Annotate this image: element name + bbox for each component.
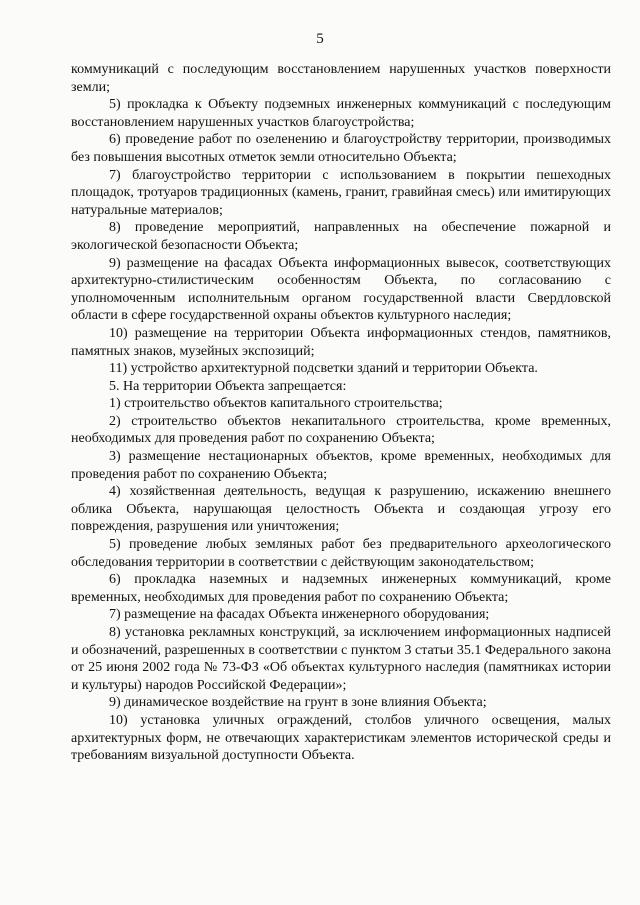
paragraph: 1) строительство объектов капитального строительства; [109,396,443,412]
paragraph: 5. На территории Объекта запрещается: [109,378,347,394]
paragraph: 5) проведение любых земляных работ без предварительного археологического обследования территории в соответствии с действующим законодательством; [71,537,611,570]
paragraph: 6) проведение работ по озеленению и благоустройству территории, производимых без повышения высотных отметок земли относительно Объекта; [71,132,611,165]
document-body [71,61,611,765]
page-number: 5 [316,31,324,47]
paragraph: 7) благоустройство территории с использованием в покрытии пешеходных площадок, тротуаров традиционных (камень, гранит, гравийная смесь) или имитирующих натуральные материалов; [71,167,611,218]
paragraph: 9) динамическое воздействие на грунт в зоне влияния Объекта; [109,695,487,711]
paragraph: 8) установка рекламных конструкций, за исключением информационных надписей и обозначений, разрешенных в соответствии с пунктом 3 статьи 35.1 Федерального закона от 25 июня 2002 года № 73-ФЗ «Об объектах культурного наследия (памятниках истории и культуры) народов Российской Федерации»; [71,625,611,693]
paragraph: 4) хозяйственная деятельность, ведущая к разрушению, искажению внешнего облика Объекта, нарушающая целостность Объекта и создающая угрозу его повреждения, разрушения или уничтожения; [71,484,611,535]
paragraph: 2) строительство объектов некапитального строительства, кроме временных, необходимых для проведения работ по сохранению Объекта; [71,413,611,447]
paragraph: 9) размещение на фасадах Объекта информационных вывесок, соответствующих архитектурно-стилистическим особенностям Объекта, по согласованию с уполномоченным исполнительным органом государственной власти Свердловской области в сфере государственной охраны объектов культурного наследия; [71,255,611,324]
paragraph: 7) размещение на фасадах Объекта инженерного оборудования; [109,607,490,623]
paragraph: 3) размещение нестационарных объектов, кроме временных, необходимых для проведения работ по сохранению Объекта; [71,449,611,482]
paragraph: 8) проведение мероприятий, направленных на обеспечение пожарной и экологической безопасности Объекта; [71,220,611,253]
paragraph: 10) размещение на территории Объекта информационных стендов, памятников, памятных знаков, музейных экспозиций; [71,325,611,359]
paragraph: 10) установка уличных ограждений, столбов уличного освещения, малых архитектурных форм, не отвечающих характеристикам элементов исторической среды и требованиям визуальной доступности Объекта. [71,712,611,764]
paragraph: 11) устройство архитектурной подсветки зданий и территории Объекта. [109,361,538,377]
paragraph: 6) прокладка наземных и надземных инженерных коммуникаций, кроме временных, необходимых для проведения работ по сохранению Объекта; [71,572,611,605]
paragraph: коммуникаций с последующим восстановлением нарушенных участков поверхности земли; [71,62,611,95]
paragraph: 5) прокладка к Объекту подземных инженерных коммуникаций с последующим восстановлением нарушенных участков благоустройства; [71,97,611,130]
